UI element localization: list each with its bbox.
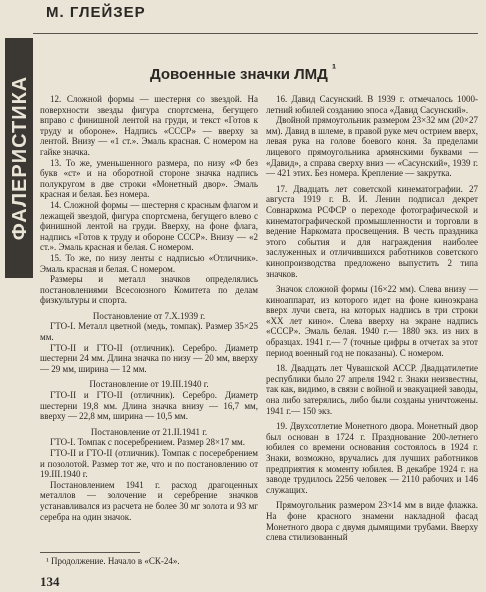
paragraph: Двойной прямоугольник размером 23×32 мм (20×27 мм). Давид в шлеме, в правой руке меч острием вверх, левая рука на голове боевого коня. За пределами лицевого прямоугольника армянскими буквами — «Давид», а справа сверху вниз — «Сасунский», 1939 г.— 421 этих. Без номера. Крепление — закрутка.	[266, 115, 478, 179]
paragraph: Размеры и металл значков определялись постановлениями Всесоюзного Комитета по делам физкультуры и спорта.	[40, 274, 258, 306]
article-title	[150, 62, 336, 83]
paragraph: 15. То же, по низу ленты с надписью «Отличник». Эмаль красная и белая. С номером.	[40, 252, 258, 274]
section-sidebar	[5, 38, 33, 278]
paragraph: ГТО-II и ГТО-II (отличник). Серебро. Диаметр шестерни 19,8 мм. Длина значка внизу — 16,7 мм, вверху — 22,8 мм, ширина — 10,5 мм.	[40, 390, 258, 422]
left-column	[40, 94, 258, 522]
paragraph: 16. Давид Сасунский. В 1939 г. отмечалось 1000-летний юбилей созданию эпоса «Давид Сасунский».	[266, 94, 478, 115]
paragraph: 12. Сложной формы — шестерня со звездой. На поверхности звезды фигура спортсмена, бегущего вправо с финишной лентой на груди, и текст «Готов к труду и обороне». Надпись «СССР» — вверху за лентой. Внизу — «1 ст.». Эмаль красная. С номером на гайке значка.	[40, 94, 258, 157]
title-text: Довоенные значки ЛМД	[150, 66, 328, 83]
paragraph: Прямоугольник размером 23×14 мм в виде флажка. На фоне красного знамени накладной фасад Монетного двора с двумя дымящими трубами. Вверху слева стилизованный	[266, 500, 478, 543]
author-name: М. ГЛЕЙЗЕР	[46, 4, 146, 21]
decree-heading: Постановление от 19.III.1940 г.	[89, 379, 209, 390]
decree-heading: Постановление от 7.X.1939 г.	[92, 310, 206, 321]
footnote-rule	[40, 552, 140, 553]
paragraph: 17. Двадцать лет советской кинематографии. 27 августа 1919 г. В. И. Ленин подписал декрет Совнаркома РСФСР о переходе фотографической и кинематографической промышленности и торговли в ведение Наркомата просвещения. В честь праздника этого события и для награждения наиболее заслуженных и отличившихся работников советского кинопроизводства предложено выпустить 2 типа значков.	[266, 183, 478, 279]
paragraph: 13. То же, уменьшенного размера, по низу «Ф без букв «ст» и на оборотной стороне значка надпись полукругом в две строки «Монетный двор». Эмаль красная и белая. Без номера.	[40, 157, 258, 200]
page-number: 134	[40, 574, 60, 589]
footnote: ¹ Продолжение. Начало в «СК-24».	[46, 556, 180, 566]
paragraph: ГТО-II и ГТО-II (отличник). Томпак с посеребрением и позолотой. Размер тот же, что и по постановлению от 19.III.1940 г.	[40, 448, 258, 480]
paragraph: ГТО-I. Томпак с посеребрением. Размер 28×17 мм.	[50, 437, 245, 448]
paragraph: Значок сложной формы (16×22 мм). Слева внизу — киноаппарат, из которого идет на фоне киноэкрана вверх лучи света, на которых надпись в три строки «XX лет кино». Слева вверху на экране надпись «СССР». Эмаль белая. 1940 г.— 1880 экз. из них в образцах. 1941 г.— 7 (точные цифры в отчетах за этот период военный год не показаны). С номером.	[266, 284, 478, 358]
paragraph: 18. Двадцать лет Чувашской АССР. Двадцатилетие республики было 27 апреля 1942 г. Знаки неизвестны, так как, видимо, в связи с войной и эвакуацией заводы, она либо затерялись, либо были созданы уничтожены. 1941 г.— 150 экз.	[266, 363, 478, 416]
sidebar-label: ФАЛЕРИСТИКА	[9, 75, 31, 241]
decree-heading: Постановление от 21.II.1941 г.	[90, 426, 208, 437]
paragraph: 19. Двухсотлетие Монетного двора. Монетный двор был основан в 1724 г. Празднование 200-летнего юбилея со времени основания состоялось в 1924 г. Знаки, возможно, вручались для лучших работников предприятия к моменту юбилея. В декабре 1924 г. на заводе трудилось 2256 человек — 2110 рабочих и 146 служащих.	[266, 421, 478, 495]
paragraph: ГТО-I. Металл цветной (медь, томпак). Размер 35×25 мм.	[40, 321, 258, 343]
paragraph: 14. Сложной формы — шестерня с красным флагом и лежащей звездой, фигура спортсмена, бегущего влево с финишной лентой на груди. Вверху, на фоне флага, надпись «Готов к труду и обороне СССР». Внизу — «2 ст.». Эмаль красная и белая. С номером.	[40, 199, 258, 253]
header-rule	[33, 33, 478, 34]
title-footnote-marker: ¹	[331, 62, 337, 76]
paragraph: ГТО-II и ГТО-II (отличник). Серебро. Диаметр шестерни 24 мм. Длина значка по низу — 20 мм, вверху — 29 мм, ширина — 12 мм.	[40, 342, 258, 374]
right-column	[266, 94, 478, 543]
paragraph: Постановлением 1941 г. расход драгоценных металлов — золочение и серебрение значков устанавливался из расчета не более 30 мг золота и 93 мг серебра на один значок.	[40, 479, 258, 522]
